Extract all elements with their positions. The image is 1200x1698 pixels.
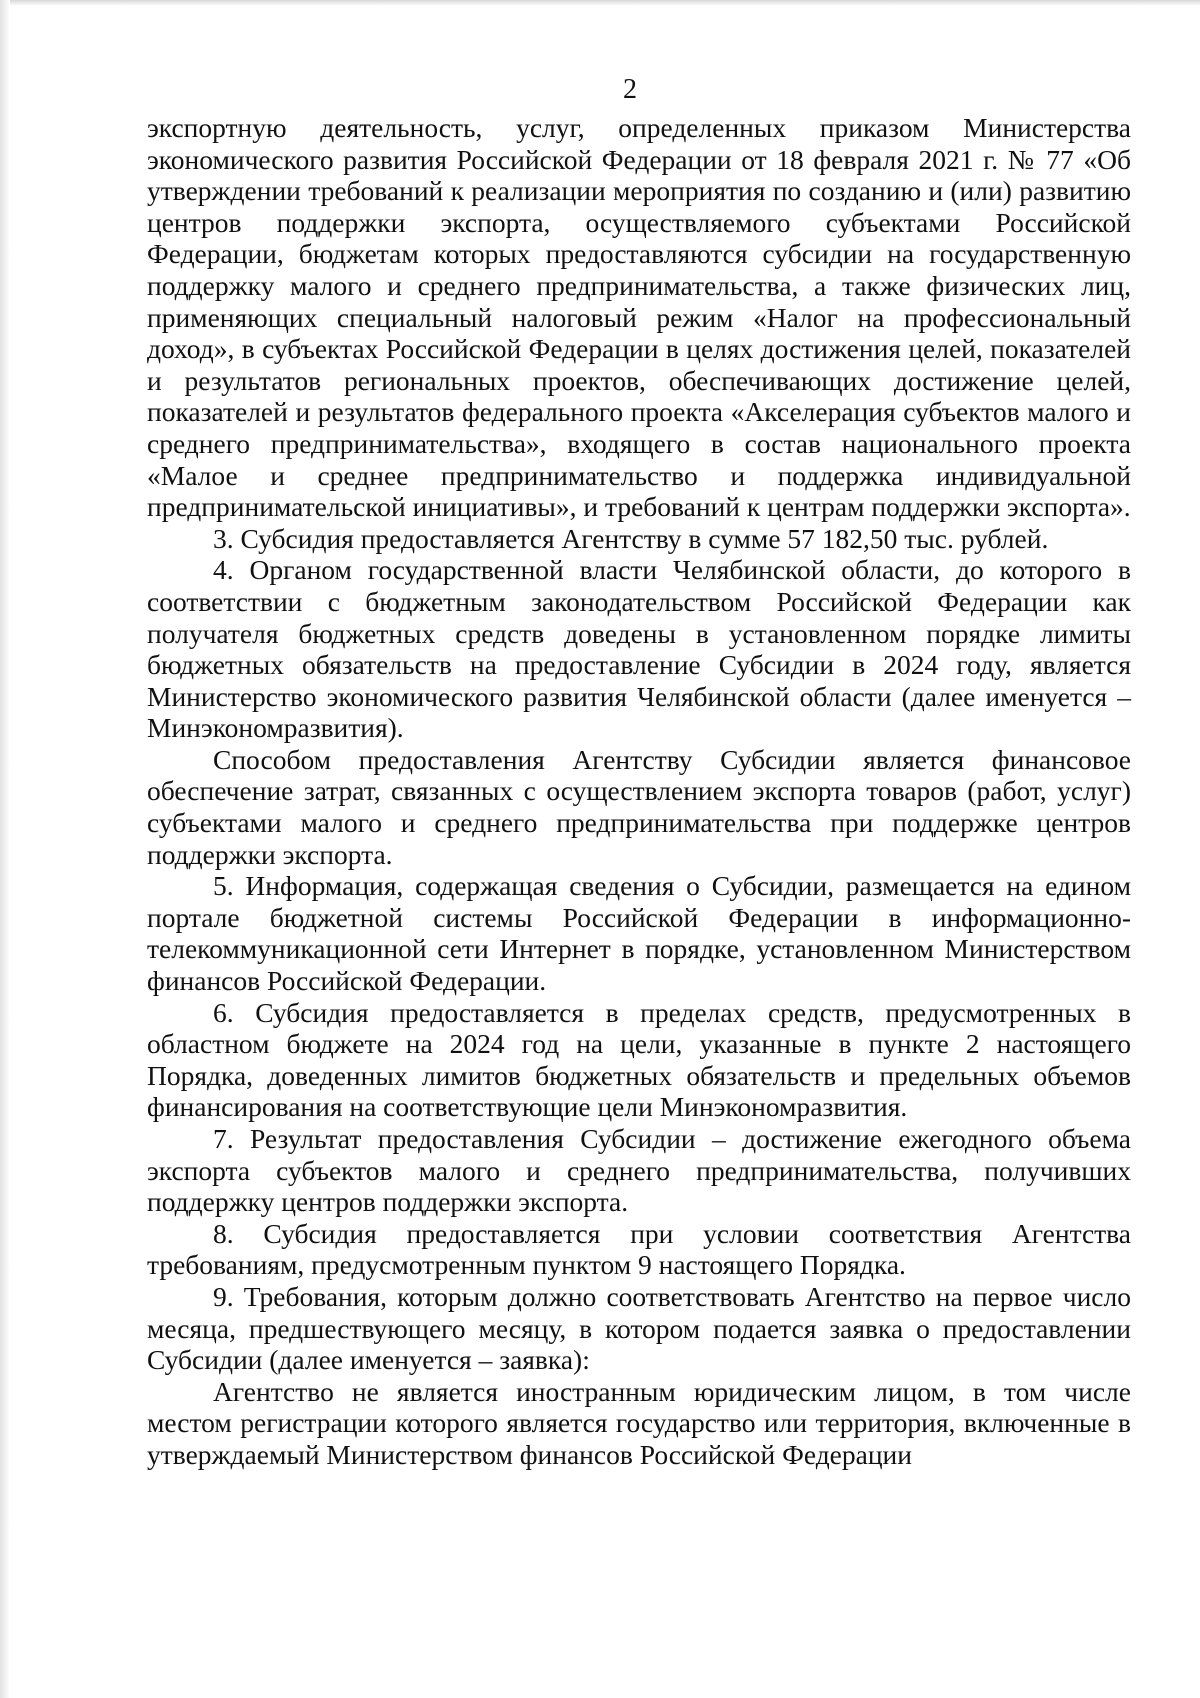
- paragraph-requirement: Агентство не является иностранным юридическим лицом, в том числе местом регистрации которого является государство или территория, включенные в утверждаемый Министерством финансов Российской Федерации: [147, 1375, 1131, 1470]
- paragraph-method: Способом предоставления Агентству Субсидии является финансовое обеспечение затрат, связанных с осуществлением экспорта товаров (работ, услуг) субъектами малого и среднего предпринимательства при поддержке центров поддержки экспорта.: [147, 743, 1131, 870]
- scan-edge-left: [0, 0, 10, 1698]
- document-body: [147, 112, 1131, 1471]
- paragraph-item-5: 5. Информация, содержащая сведения о Субсидии, размещается на едином портале бюджетной системы Российской Федерации в информационно-телекоммуникационной сети Интернет в порядке, установленном Министерством финансов Российской Федерации.: [147, 870, 1131, 997]
- paragraph-item-9: 9. Требования, которым должно соответствовать Агентство на первое число месяца, предшествующего месяцу, в котором подается заявка о предоставлении Субсидии (далее именуется – заявка):: [147, 1280, 1131, 1376]
- paragraph-item-3: 3. Субсидия предоставляется Агентству в сумме 57 182,50 тыс. рублей.: [213, 522, 1049, 554]
- page-number: 2: [623, 74, 637, 105]
- paragraph-item-7: 7. Результат предоставления Субсидии – достижение ежегодного объема экспорта субъектов малого и среднего предпринимательства, получивших поддержку центров поддержки экспорта.: [147, 1123, 1131, 1218]
- paragraph-continuation: экспортную деятельность, услуг, определенных приказом Министерства экономического развития Российской Федерации от 18 февраля 2021 г. № 77 «Об утверждении требований к реализации мероприятия по созданию и (или) развитию центров поддержки экспорта, осуществляемого субъектами Российской Федерации, бюджетам которых предоставляются субсидии на государственную поддержку малого и среднего предпринимательства, а также физических лиц, применяющих специальный налоговый режим «Налог на профессиональный доход», в субъектах Российской Федерации в целях достижения целей, показателей и результатов региональных проектов, обеспечивающих достижение целей, показателей и результатов федерального проекта «Акселерация субъектов малого и среднего предпринимательства», входящего в состав национального проекта «Малое и среднее предпринимательство и поддержка индивидуальной предпринимательской инициативы», и требований к центрам поддержки экспорта».: [147, 112, 1131, 523]
- paragraph-item-8: 8. Субсидия предоставляется при условии соответствия Агентства требованиям, предусмотренным пунктом 9 настоящего Порядка.: [147, 1217, 1131, 1281]
- scan-edge-top: [0, 0, 1200, 6]
- paragraph-item-6: 6. Субсидия предоставляется в пределах средств, предусмотренных в областном бюджете на 2024 год на цели, указанные в пункте 2 настоящего Порядка, доведенных лимитов бюджетных обязательств и предельных объемов финансирования на соответствующие цели Минэкономразвития.: [147, 996, 1131, 1123]
- paragraph-item-4: 4. Органом государственной власти Челябинской области, до которого в соответствии с бюджетным законодательством Российской Федерации как получателя бюджетных средств доведены в установленном порядке лимиты бюджетных обязательств на предоставление Субсидии в 2024 году, является Министерство экономического развития Челябинской области (далее именуется – Минэкономразвития).: [147, 554, 1131, 744]
